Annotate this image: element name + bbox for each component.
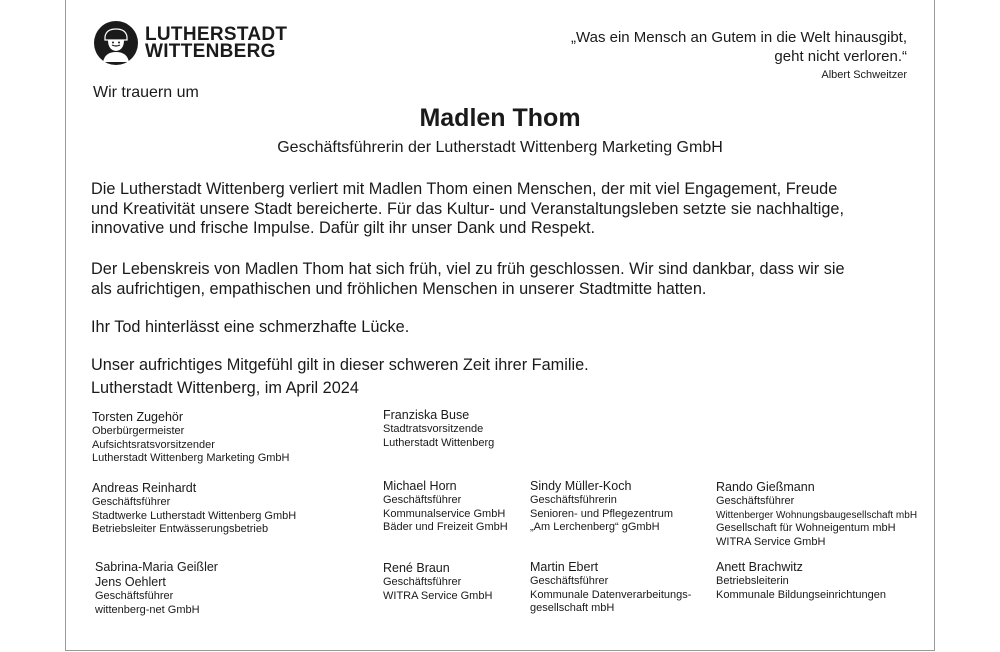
signature-giessmann [716,480,917,549]
paragraph-3: Ihr Tod hinterlässt eine schmerzhafte Lücke. [91,318,410,336]
signature-line: gesellschaft mbH [530,602,615,614]
deceased-name: Madlen Thom [419,104,581,132]
quote-author: Albert Schweitzer [821,69,907,81]
signature-line: Stadtratsvorsitzende [383,423,484,435]
signature-line: Bäder und Freizeit GmbH [383,521,508,533]
logo-line-2: WITTENBERG [145,41,276,62]
signature-line: WITRA Service GmbH [716,535,826,548]
signature-line: Gesellschaft für Wohneigentum mbH [716,522,896,534]
signature-line: Betriebsleiterin [716,575,789,587]
signature-line: Geschäftsführer [383,494,462,506]
paragraph-2 [91,260,921,299]
signature-braun [383,561,492,603]
place-date: Lutherstadt Wittenberg, im April 2024 [91,379,359,397]
signature-line: Lutherstadt Wittenberg Marketing GmbH [92,452,290,464]
quote-block [571,28,907,82]
signature-line: Senioren- und Pflegezentrum [530,507,674,520]
signature-line: Geschäftsführerin [530,494,617,506]
paragraph-line: Der Lebenskreis von Madlen Thom hat sich früh, viel zu früh geschlossen. Wir sind dankbar, dass wir sie [91,260,845,278]
quote-line-2: geht nicht verloren.“ [774,48,907,65]
signature-line: Betriebsleiter Entwässerungsbetrieb [92,523,269,535]
quote-line-1: „Was ein Mensch an Gutem in die Welt hinausgibt, [571,29,907,46]
signature-line: Wittenberger Wohnungsbaugesellschaft mbH [716,509,918,521]
signature-line: Oberbürgermeister [92,425,185,437]
city-logo [93,20,287,66]
signature-name: Andreas Reinhardt [92,481,197,495]
signature-line: Kommunale Bildungseinrichtungen [716,588,886,601]
paragraph-line: und Kreativität unsere Stadt bereicherte. Für das Kultur- und Veranstaltungsleben setzte sie nachhaltige, [91,199,845,218]
signature-brachwitz [716,560,886,602]
signature-name: Martin Ebert [530,560,599,574]
signature-line: Geschäftsführer [716,495,795,507]
signature-zugehoer [92,410,289,466]
signature-line: wittenberg-net GmbH [95,603,200,616]
signature-line: Kommunalservice GmbH [383,507,506,520]
luther-portrait-icon [93,20,139,66]
signature-line: WITRA Service GmbH [383,589,493,602]
paragraph-1 [91,180,921,239]
signature-name: Michael Horn [383,479,457,493]
intro-text: Wir trauern um [93,84,199,101]
signature-name: René Braun [383,561,450,575]
signature-name: Jens Oehlert [95,575,166,589]
signature-ebert [530,560,691,616]
signature-line: Kommunale Datenverarbeitungs- [530,588,692,601]
signature-line: Geschäftsführer [383,576,462,588]
signature-geissler-oehlert [95,560,218,617]
signature-name: Anett Brachwitz [716,560,803,574]
paragraph-line: als aufrichtigen, empathischen und fröhlichen Menschen in unserer Stadtmitte hatten. [91,279,707,298]
signature-name: Sabrina-Maria Geißler [95,560,218,574]
signature-horn [383,479,508,535]
paragraph-line: innovative und frische Impulse. Dafür gilt ihr unser Dank und Respekt. [91,219,596,237]
signature-mueller-koch [530,479,673,535]
signature-name: Franziska Buse [383,408,470,422]
signature-line: Lutherstadt Wittenberg [383,436,495,449]
deceased-role: Geschäftsführerin der Lutherstadt Wittenberg Marketing GmbH [277,139,723,156]
signature-line: Aufsichtsratsvorsitzender [92,438,215,451]
signature-name: Torsten Zugehör [92,410,184,424]
signature-line: Geschäftsführer [92,496,171,508]
signature-name: Rando Gießmann [716,480,815,494]
signature-buse [383,408,494,450]
signature-name: Sindy Müller-Koch [530,479,632,493]
paragraph-4: Unser aufrichtiges Mitgefühl gilt in dieser schweren Zeit ihrer Familie. [91,356,589,374]
signature-reinhardt [92,481,296,537]
logo-line-1: LUTHERSTADT [145,24,288,45]
signature-line: Stadtwerke Lutherstadt Wittenberg GmbH [92,509,297,522]
signature-line: Geschäftsführer [95,590,174,602]
paragraph-line: Die Lutherstadt Wittenberg verliert mit Madlen Thom einen Menschen, der mit viel Engagement, Freude [91,180,838,198]
signature-line: „Am Lerchenberg“ gGmbH [530,521,660,533]
signature-line: Geschäftsführer [530,575,609,587]
